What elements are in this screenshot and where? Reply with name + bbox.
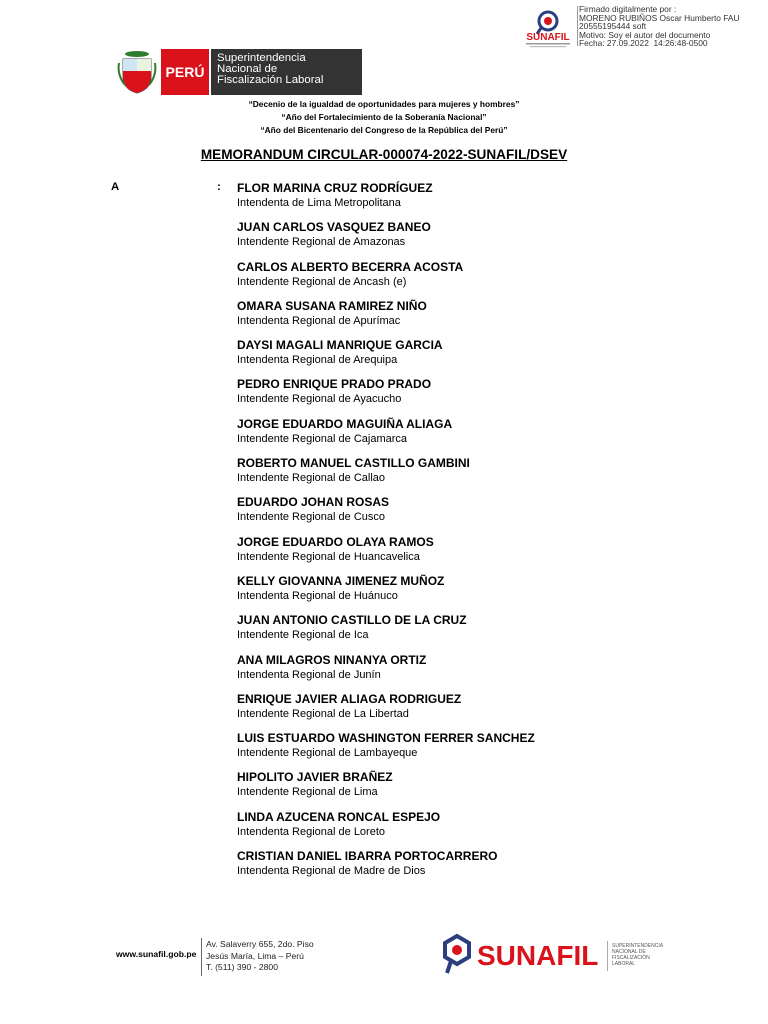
recipient-position: Intendenta Regional de Madre de Dios [237,865,426,878]
institution-name [211,49,362,95]
recipient-item [237,376,697,415]
recipient-position: Intendenta de Lima Metropolitana [237,197,401,209]
recipient-item [237,691,697,730]
recipient-item [237,337,697,376]
footer-address-line: Av. Salaverry 655, 2do. Piso [206,939,314,949]
recipient-item [237,494,697,533]
recipient-name: JUAN ANTONIO CASTILLO DE LA CRUZ [237,613,467,628]
recipient-position: Intendenta Regional de Huánuco [237,589,398,602]
recipient-name: ROBERTO MANUEL CASTILLO GAMBINI [237,456,470,471]
recipient-item [237,652,697,691]
signature-line: Firmado digitalmente por : [579,4,677,14]
recipient-item [237,180,697,219]
recipient-position: Intendente Regional de Ancash (e) [237,275,407,288]
recipient-item [237,219,697,258]
recipient-item [237,809,697,848]
footer-logo-tagline: NACIONAL DE [612,949,646,955]
recipient-name: ENRIQUE JAVIER ALIAGA RODRIGUEZ [237,691,462,706]
recipient-name: CRISTIAN DANIEL IBARRA PORTOCARRERO [237,849,498,864]
institution-header-logo [117,49,362,95]
recipient-position: Intendente Regional de Callao [237,472,386,485]
recipient-name: LINDA AZUCENA RONCAL ESPEJO [237,809,441,824]
recipient-item [237,769,697,808]
footer-website[interactable]: www.sunafil.gob.pe [116,949,197,959]
recipient-name: FLOR MARINA CRUZ RODRÍGUEZ [237,181,433,195]
recipient-position: Intendenta Regional de Loreto [237,825,386,838]
footer-divider [201,938,202,976]
footer-address-line: Jesús María, Lima – Perú [206,950,304,961]
to-colon: : [217,181,221,193]
country-label: PERÚ [161,49,209,95]
recipient-position: Intendente Regional de Amazonas [237,236,406,249]
recipient-item [237,534,697,573]
recipient-name: LUIS ESTUARDO WASHINGTON FERRER SANCHEZ [237,731,535,746]
recipient-position: Intendente Regional de Lima [237,786,378,799]
footer-address-line: T. (511) 390 - 2800 [206,962,278,972]
footer-address [206,939,314,974]
signature-line: Fecha: 27.09.2022 14:26:48-0500 [579,38,708,49]
footer-logo-text: SUNAFIL [477,940,599,971]
footer-logo-tagline: FISCALIZACIÓN [612,955,650,961]
institution-name-line: Superintendencia [217,52,306,64]
recipient-name: PEDRO ENRIQUE PRADO PRADO [237,377,432,392]
footer-logo-tagline: SUPERINTENDENCIA [612,943,664,949]
magnifier-icon [445,936,469,973]
digital-signature-stamp [520,2,766,52]
recipient-item [237,848,697,887]
recipient-item [237,730,697,769]
recipient-name: EDUARDO JOHAN ROSAS [237,495,390,510]
recipient-position: Intendente Regional de Cusco [237,511,385,524]
recipient-name: JORGE EDUARDO MAGUIÑA ALIAGA [237,416,453,431]
recipient-name: DAYSI MAGALI MANRIQUE GARCIA [237,338,443,353]
motto-line: “Año del Fortalecimiento de la Soberanía Nacional” [281,112,487,122]
recipient-item [237,298,697,337]
institution-name-line: Nacional de [217,63,278,75]
signature-text [579,5,740,48]
recipient-name: ANA MILAGROS NINANYA ORTIZ [237,652,427,667]
memorandum-title [0,147,768,162]
sunafil-footer-logo [443,933,664,979]
recipient-position: Intendenta Regional de Apurímac [237,314,401,327]
recipient-name: KELLY GIOVANNA JIMENEZ MUÑOZ [237,573,445,588]
signature-divider [577,6,578,46]
recipient-item [237,259,697,298]
memorandum-title-text: MEMORANDUM CIRCULAR-000074-2022-SUNAFIL/DSEV [200,147,568,162]
recipient-item [237,416,697,455]
recipient-position: Intendenta Regional de Junín [237,668,381,681]
motto-line: “Año del Bicentenario del Congreso de la República del Perú” [260,125,508,135]
recipient-name: JUAN CARLOS VASQUEZ BANEO [237,220,431,235]
recipient-position: Intendenta Regional de Arequipa [237,354,398,367]
official-year-mottos [0,98,768,137]
recipient-item [237,573,697,612]
footer-logo-tagline: LABORAL [612,961,636,967]
recipient-list [237,180,697,887]
motto-line: “Decenio de la igualdad de oportunidades para mujeres y hombres” [248,99,520,109]
recipient-name: CARLOS ALBERTO BECERRA ACOSTA [237,259,464,274]
institution-name-line: Fiscalización Laboral [217,74,324,86]
coat-of-arms-icon [117,49,157,95]
recipient-item [237,455,697,494]
recipient-position: Intendente Regional de La Libertad [237,707,409,720]
recipient-item [237,612,697,651]
signature-line: 20555195444 soft [579,21,647,32]
recipient-position: Intendente Regional de Cajamarca [237,432,408,445]
recipient-position: Intendente Regional de Huancavelica [237,550,420,563]
recipient-name: JORGE EDUARDO OLAYA RAMOS [237,534,434,549]
signature-logo-text: SUNAFIL [526,32,570,43]
recipient-position: Intendente Regional de Ayacucho [237,393,402,406]
signature-line: MORENO RUBIÑOS Oscar Humberto FAU [579,12,740,23]
recipient-name: OMARA SUSANA RAMIREZ NIÑO [237,298,427,313]
recipient-position: Intendente Regional de Ica [237,629,369,642]
to-label: A [111,181,120,193]
sunafil-signature-logo-icon [522,8,574,50]
signature-line: Motivo: Soy el autor del documento [579,29,711,40]
recipient-position: Intendente Regional de Lambayeque [237,747,418,760]
recipient-name: HIPOLITO JAVIER BRAÑEZ [237,770,393,785]
